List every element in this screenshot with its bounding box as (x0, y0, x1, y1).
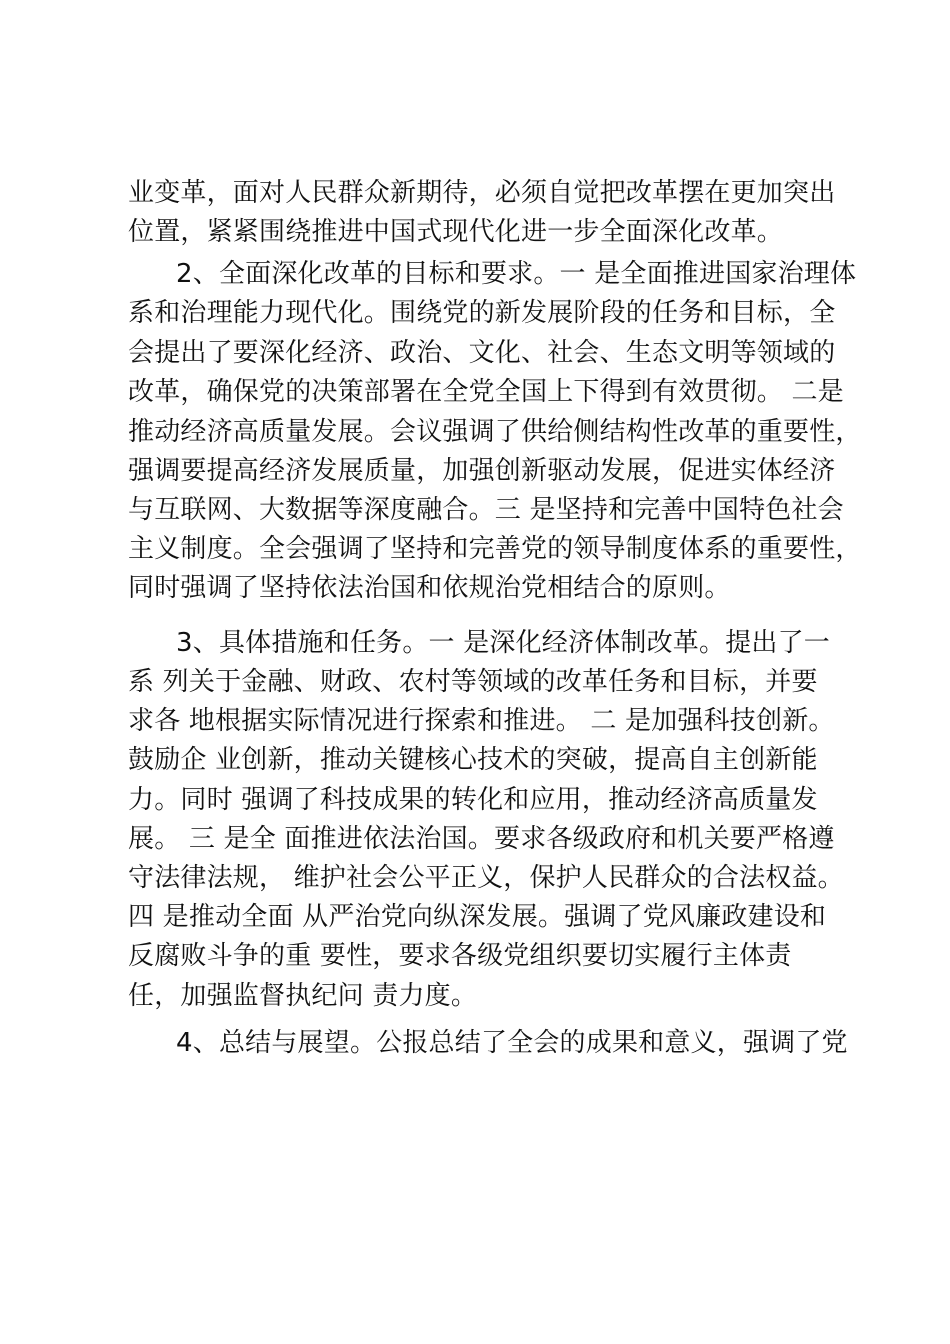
text-line: 业变革，面对人民群众新期待，必须自觉把改革摆在更加突出 (128, 178, 836, 208)
text-line: 主义制度。全会强调了坚持和完善党的领导制度体系的重要性， (128, 534, 862, 564)
text-line: 守法律法规， 维护社会公平正义，保护人民群众的合法权益。 (128, 863, 844, 893)
text-line: 力。同时 强调了科技成果的转化和应用，推动经济高质量发 (128, 785, 818, 815)
text-line: 任，加强监督执纪问 责力度。 (128, 981, 478, 1011)
text-line: 强调要提高经济发展质量，加强创新驱动发展，促进实体经济 (128, 456, 836, 486)
text-line: 与互联网、大数据等深度融合。三 是坚持和完善中国特色社会 (128, 495, 844, 525)
text-line: 反腐败斗争的重 要性，要求各级党组织要切实履行主体责 (128, 941, 792, 971)
text-line: 同时强调了坚持依法治国和依规治党相结合的原则。 (128, 573, 731, 603)
text-line: 系 列关于金融、财政、农村等领域的改革任务和目标，并要 (128, 667, 818, 697)
text-line: 推动经济高质量发展。会议强调了供给侧结构性改革的重要性， (128, 417, 862, 447)
section-4-heading-line: 4、总结与展望。公报总结了全会的成果和意义，强调了党 (176, 1028, 848, 1058)
section-2-heading-line: 2、全面深化改革的目标和要求。一 是全面推进国家治理体 (176, 259, 857, 289)
text-line: 求各 地根据实际情况进行探索和推进。 二 是加强科技创新。 (128, 706, 835, 736)
text-line: 展。 三 是全 面推进依法治国。要求各级政府和机关要严格遵 (128, 824, 835, 854)
text-line: 位置，紧紧围绕推进中国式现代化进一步全面深化改革。 (128, 217, 784, 247)
text-line: 四 是推动全面 从严治党向纵深发展。强调了党风廉政建设和 (128, 902, 827, 932)
text-line: 改革，确保党的决策部署在全党全国上下得到有效贯彻。 二是 (128, 377, 844, 407)
text-line: 系和治理能力现代化。围绕党的新发展阶段的任务和目标，全 (128, 298, 836, 328)
text-line: 会提出了要深化经济、政治、文化、社会、生态文明等领域的 (128, 338, 836, 368)
section-3-heading-line: 3、具体措施和任务。一 是深化经济体制改革。提出了一 (176, 628, 831, 658)
text-line: 鼓励企 业创新，推动关键核心技术的突破，提高自主创新能 (128, 745, 818, 775)
